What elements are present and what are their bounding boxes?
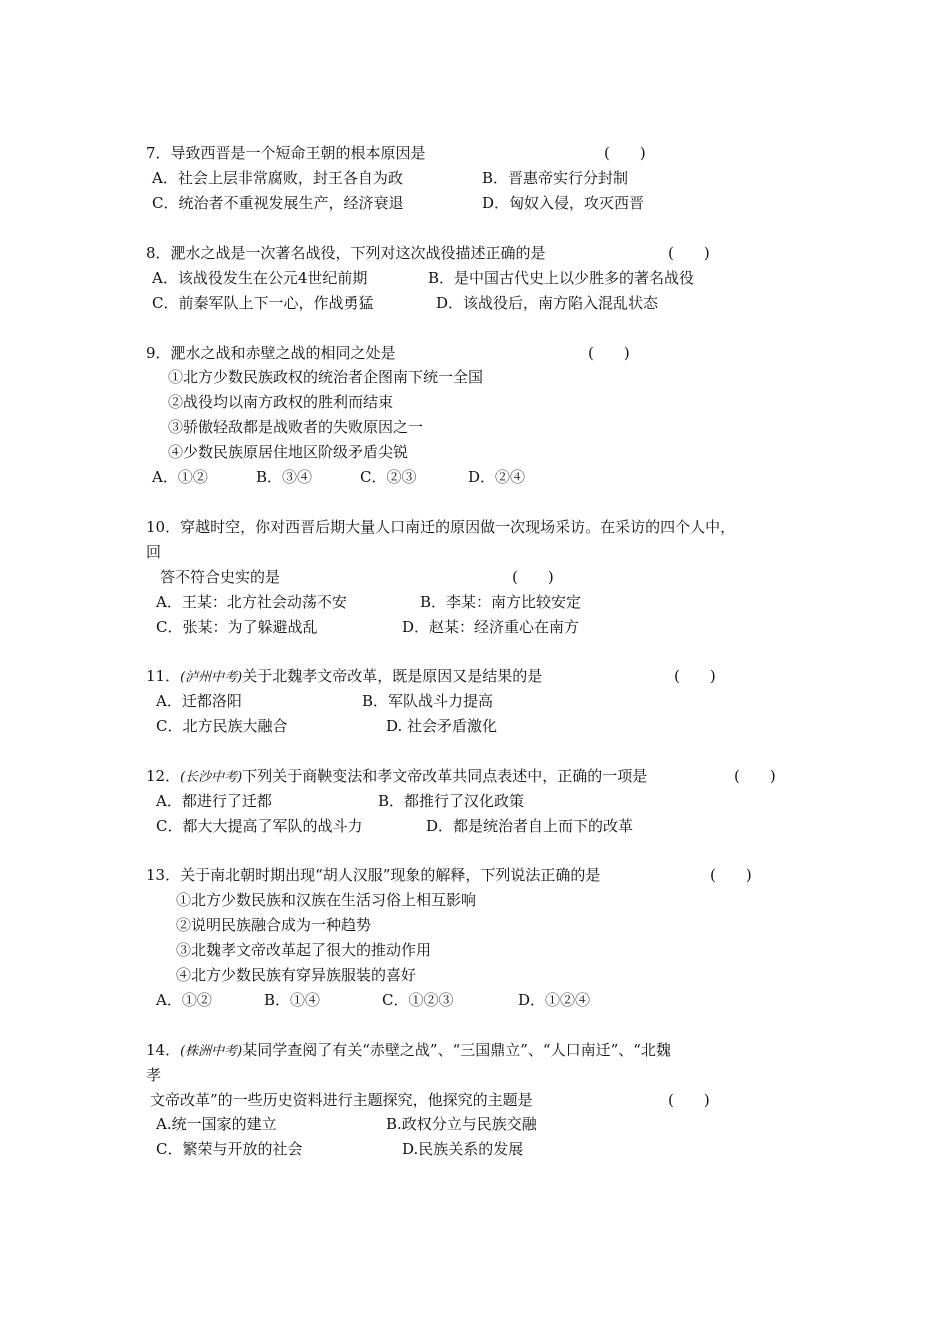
q9-option-b: B．③④ [256,468,313,486]
q12-option-d: D．都是统治者自上而下的改革 [426,817,634,835]
q9-statement-2: ②战役均以南方政权的胜利而结束 [168,393,394,411]
q8-option-b: B．是中国古代史上以少胜多的著名战役 [428,269,695,287]
q12-option-c: C．都大大提高了军队的战斗力 [156,817,363,835]
q14-option-c: C．繁荣与开放的社会 [156,1140,303,1158]
q14-answer-blank: ( ) [668,1091,710,1109]
q13-answer-blank: ( ) [710,866,752,884]
q14-stem-line3: 文帝改革”的一些历史资料进行主题探究，他探究的主题是 [150,1091,533,1109]
q10-stem-line1: 10．穿越时空，你对西晋后期大量人口南迁的原因做一次现场采访。在采访的四个人中， [146,518,736,536]
q7-stem: 7．导致西晋是一个短命王朝的根本原因是 [146,144,426,162]
q7-answer-blank: ( ) [604,144,646,162]
q13-stem: 13．关于南北朝时期出现“胡人汉服”现象的解释，下列说法正确的是 [146,866,601,884]
q11-stem [146,666,542,688]
q13-statement-3: ③北魏孝文帝改革起了很大的推动作用 [176,941,432,959]
q14-option-b: B.政权分立与民族交融 [386,1115,537,1133]
q12-stem [146,766,647,788]
q14-number: 14． [146,1041,181,1059]
q8-option-a: A．该战役发生在公元4世纪前期 [152,269,368,287]
q7-option-d: D．匈奴入侵，攻灭西晋 [482,194,645,212]
q14-stem-line1 [146,1040,671,1062]
q13-statement-1: ①北方少数民族和汉族在生活习俗上相互影响 [176,891,477,909]
q10-stem-line3: 答不符合史实的是 [160,568,281,586]
q11-option-a: A．迁都洛阳 [156,692,242,710]
q10-option-c: C．张某：为了躲避战乱 [156,618,318,636]
q12-number: 12． [146,767,181,785]
q9-statement-4: ④少数民族原居住地区阶级矛盾尖锐 [168,443,409,461]
q9-stem: 9．淝水之战和赤壁之战的相同之处是 [146,344,396,362]
q9-option-a: A．①② [152,468,208,486]
q11-stem-text: 关于北魏孝文帝改革，既是原因又是结果的是 [242,667,543,685]
q9-answer-blank: ( ) [588,344,630,362]
q10-option-b: B．李某：南方比较安定 [420,593,582,611]
q9-option-d: D．②④ [468,468,526,486]
q8-option-c: C．前秦军队上下一心，作战勇猛 [152,294,374,312]
q9-statement-3: ③骄傲轻敌都是战败者的失败原因之一 [168,418,424,436]
q12-stem-text: 下列关于商鞅变法和孝文帝改革共同点表述中，正确的一项是 [242,767,648,785]
q10-option-d: D．赵某：经济重心在南方 [402,618,580,636]
q11-answer-blank: ( ) [674,667,716,685]
q13-option-a: A．①② [156,991,212,1009]
q13-statement-4: ④北方少数民族有穿异族服装的喜好 [176,966,417,984]
q7-option-c: C．统治者不重视发展生产，经济衰退 [152,194,404,212]
q11-number: 11． [146,667,181,685]
q14-stem-line2: 孝 [146,1066,162,1084]
q14-option-d: D.民族关系的发展 [402,1140,524,1158]
q13-option-b: B．①④ [264,991,321,1009]
q10-stem-line2: 回 [146,543,162,561]
q10-answer-blank: ( ) [512,568,554,586]
q14-source: (株洲中考) [180,1044,243,1059]
q7-option-a: A．社会上层非常腐败，封王各自为政 [152,169,403,187]
q10-option-a: A．王某：北方社会动荡不安 [156,593,347,611]
q12-option-a: A．都进行了迁都 [156,792,272,810]
q12-answer-blank: ( ) [734,767,776,785]
q11-option-c: C．北方民族大融合 [156,717,288,735]
q11-source: (泸州中考) [180,670,243,685]
q13-option-d: D．①②④ [518,991,591,1009]
q11-option-b: B．军队战斗力提高 [362,692,494,710]
q12-source: (长沙中考) [180,770,243,785]
q7-option-b: B．晋惠帝实行分封制 [482,169,629,187]
q9-option-c: C．②③ [360,468,417,486]
q12-option-b: B．都推行了汉化政策 [378,792,525,810]
q8-option-d: D．该战役后，南方陷入混乱状态 [436,294,659,312]
q8-answer-blank: ( ) [668,244,710,262]
q8-stem: 8．淝水之战是一次著名战役，下列对这次战役描述正确的是 [146,244,546,262]
q11-option-d: D. 社会矛盾激化 [386,717,498,735]
q13-statement-2: ②说明民族融合成为一种趋势 [176,916,372,934]
q13-option-c: C．①②③ [382,991,454,1009]
q9-statement-1: ①北方少数民族政权的统治者企图南下统一全国 [168,368,484,386]
q14-stem-text: 某同学查阅了有关“赤壁之战”、“三国鼎立”、“人口南迁”、“北魏 [242,1041,671,1059]
q14-option-a: A.统一国家的建立 [156,1115,277,1133]
